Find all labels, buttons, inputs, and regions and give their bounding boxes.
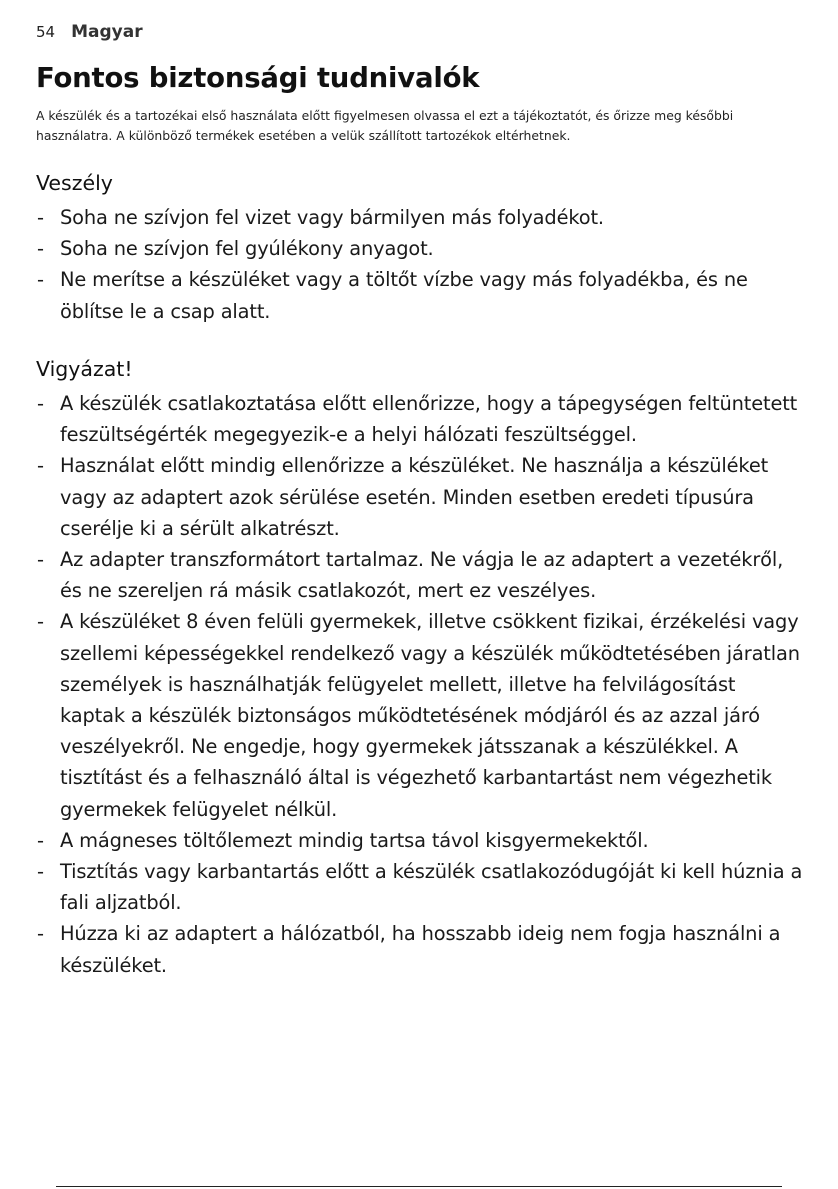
danger-list: [36, 202, 806, 327]
bullet-dash: -: [37, 454, 44, 478]
danger-section: [36, 168, 806, 327]
bullet-dash: -: [37, 548, 44, 572]
caution-list: [36, 388, 806, 981]
page-header: [36, 22, 143, 42]
list-item-text: Az adapter transzformátort tartalmaz. Ne vágja le az adaptert a vezetékről, és ne szereljen rá másik csatlakozót, mert ez veszélyes.: [60, 548, 784, 603]
list-item: [36, 544, 806, 606]
page-number: 54: [36, 23, 56, 41]
bullet-dash: -: [37, 860, 44, 884]
bullet-dash: -: [37, 922, 44, 946]
list-item-text: A készülék csatlakoztatása előtt ellenőrizze, hogy a tápegységen feltüntetett feszültségérték megegyezik-e a helyi hálózati feszültséggel.: [60, 392, 798, 447]
list-item-text: Húzza ki az adaptert a hálózatból, ha hosszabb ideig nem fogja használni a készüléket.: [60, 922, 781, 977]
list-item: [36, 450, 806, 544]
list-item: [36, 825, 806, 856]
bullet-dash: -: [37, 206, 44, 229]
bullet-dash: -: [37, 392, 44, 415]
list-item-text: Soha ne szívjon fel gyúlékony anyagot.: [60, 237, 434, 261]
list-item: [36, 918, 806, 980]
list-item: [36, 233, 806, 264]
section-heading-caution: Vigyázat!: [36, 357, 133, 381]
bullet-dash: -: [37, 237, 44, 261]
list-item-text: Ne merítse a készüléket vagy a töltőt vízbe vagy más folyadékba, és ne öblítse le a csap alatt.: [60, 268, 748, 323]
intro-paragraph: A készülék és a tartozékai első használata előtt figyelmesen olvassa el ezt a tájékoztatót, és őrizze meg későbbi használatra. A különböző termékek esetében a velük szállított tartozékok eltérhetnek.: [36, 108, 734, 143]
list-item-text: A mágneses töltőlemezt mindig tartsa távol kisgyermekektől.: [60, 828, 649, 852]
list-item: [36, 388, 806, 450]
section-heading-danger: Veszély: [36, 171, 113, 195]
footer-divider: [56, 1186, 782, 1187]
list-item-text: Soha ne szívjon fel vizet vagy bármilyen más folyadékot.: [60, 206, 604, 229]
bullet-dash: -: [37, 610, 44, 634]
list-item: [36, 264, 806, 326]
bullet-dash: -: [37, 828, 44, 852]
page-language: Magyar: [71, 22, 143, 42]
list-item-text: Tisztítás vagy karbantartás előtt a készülék csatlakozódugóját ki kell húznia a fali aljzatból.: [60, 860, 803, 915]
list-item: [36, 856, 806, 918]
caution-section: [36, 354, 806, 981]
list-item: [36, 606, 806, 824]
page-title: Fontos biztonsági tudnivalók: [36, 62, 480, 94]
list-item-text: Használat előtt mindig ellenőrizze a készüléket. Ne használja a készüléket vagy az adaptert azok sérülése esetén. Minden esetben eredeti típusúra cserélje ki a sérült alkatrészt.: [60, 454, 769, 540]
list-item-text: A készüléket 8 éven felüli gyermekek, illetve csökkent fizikai, érzékelési vagy szellemi képességekkel rendelkező vagy a készülék működtetésében járatlan személyek is használhatják felügyelet mellett, illetve ha felvilágosítást kaptak a készülék biztonságos működtetésének módjáról és az azzal járó veszélyekről. Ne engedje, hogy gyermekek játsszanak a készülékkel. A tisztítást és a felhasználó által is végezhető karbantartást nem végezhetik gyermekek felügyelet nélkül.: [60, 610, 800, 821]
bullet-dash: -: [37, 268, 44, 292]
list-item: [36, 202, 806, 233]
